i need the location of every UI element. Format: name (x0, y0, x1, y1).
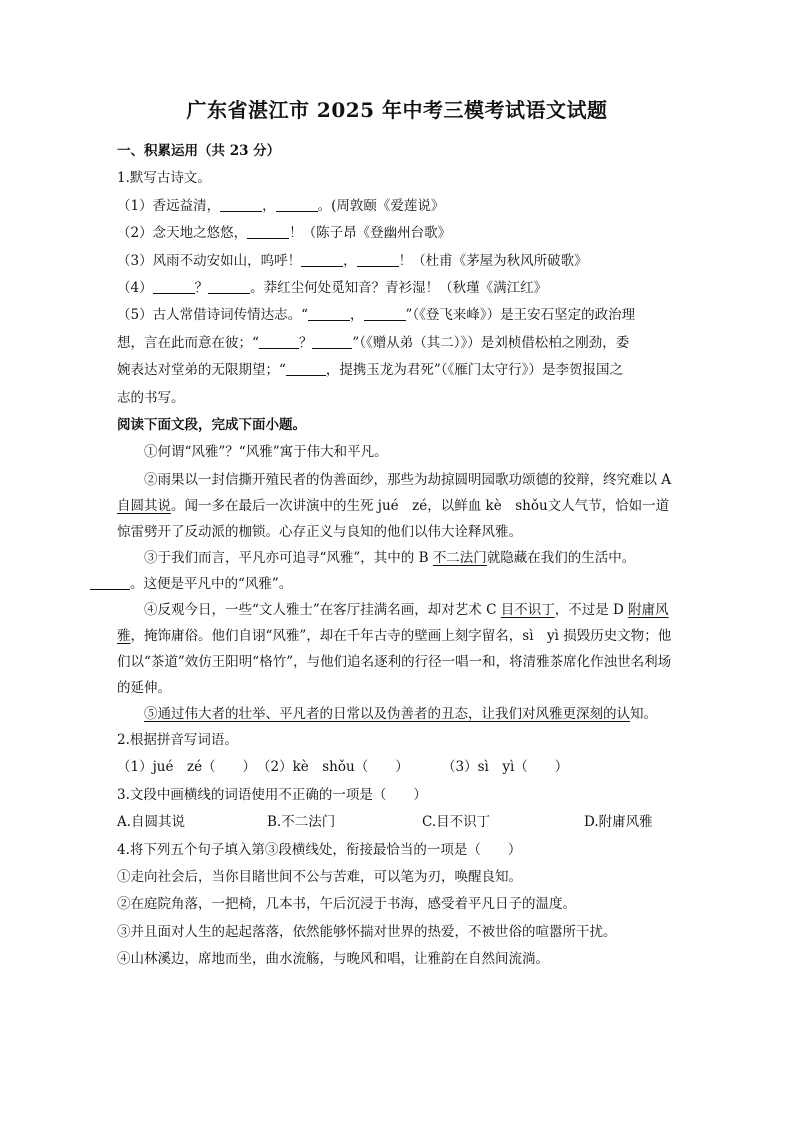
q1-item-5-line-1 (117, 302, 677, 329)
q1-item-5-text-f: ”（《赠从弟（其二）》）是刘桢借松柏之刚劲，委 (352, 334, 630, 351)
document-page (117, 96, 677, 974)
question-3-heading: 3.文段中画横线的词语使用不正确的一项是（ ） (117, 786, 427, 803)
reading-instructions: 阅读下面文段，完成下面小题。 (117, 417, 306, 434)
passage-paragraph-4 (117, 597, 677, 701)
q1-item-4-text-b: ？ (194, 280, 209, 297)
q1-item-5-line-4: 志的书写。 (117, 389, 185, 406)
q1-item-5-text-d: 想，言在此而意在彼；“ (117, 334, 259, 351)
q1-item-1-text-a: （1）香远益清， (117, 197, 221, 214)
q1-item-1-text-b: ， (262, 197, 276, 214)
q1-item-4-text-a: （4） (117, 280, 153, 297)
q1-item-1 (117, 193, 677, 220)
paragraph-3-text-a: ③于我们而言，平凡亦可追寻“风雅”，其中的 B (144, 549, 433, 566)
option-d[interactable]: D.附庸风雅 (584, 814, 653, 831)
passage-paragraph-3 (117, 545, 677, 597)
answer-blank[interactable] (357, 252, 399, 267)
passage-paragraph-1: ①何谓“风雅”？“风雅”寓于伟大和平凡。 (144, 444, 388, 461)
q1-item-5-line-2 (117, 330, 677, 357)
sentence-1: ①走向社会后，当你目睹世间不公与苦难，可以笔为刃，唤醒良知。 (117, 868, 522, 885)
q1-item-3 (117, 248, 677, 275)
option-c[interactable]: C.目不识丁 (422, 814, 491, 831)
option-b[interactable]: B.不二法门 (267, 814, 336, 831)
q1-item-2 (117, 220, 677, 247)
answer-blank[interactable] (208, 279, 250, 294)
answer-blank[interactable] (259, 334, 299, 349)
answer-blank[interactable] (286, 361, 326, 376)
pinyin-item-3: （3）sì yì（ ） (442, 759, 569, 776)
sentence-2: ②在庭院角落，一把椅，几本书，午后沉浸于书海，感受着平凡日子的温度。 (117, 896, 576, 913)
q1-item-3-text-a: （3）风雨不动安如山，呜呼！ (117, 252, 302, 269)
q1-item-5-text-a: （5）古人常借诗词传情达志。“ (117, 307, 308, 324)
answer-blank[interactable] (301, 252, 343, 267)
paragraph-4-text-b: ，不过是 D (554, 601, 629, 618)
answer-blank[interactable] (90, 575, 130, 590)
question-1-heading: 1.默写古诗文。 (117, 170, 211, 187)
answer-blank[interactable] (220, 197, 262, 212)
q1-item-1-text-c: 。(周敦颐《爱莲说》 (317, 197, 445, 214)
paragraph-4-text-c: ，掩饰庸俗。他们自诩“风雅”，却在千年古寺的壁画上刻字留名，sì yì 损毁历史文物；他们以“茶道”效仿王阳明“格竹”，与他们追名逐利的行径一唱一和，将清雅茶席化作浊世名利场的延伸。 (117, 627, 672, 696)
sentence-4: ④山林溪边，席地而坐，曲水流觞，与晚风和唱，让雅韵在自然间流淌。 (117, 951, 549, 968)
question-4-heading: 4.将下列五个句子填入第③段横线处，衔接最恰当的一项是（ ） (117, 841, 522, 858)
answer-blank[interactable] (308, 306, 350, 321)
q1-item-2-text-a: （2）念天地之悠悠， (117, 225, 248, 242)
q1-item-5-text-e: ？ (298, 334, 313, 351)
q1-item-4-text-c: 。莽红尘何处觅知音？青衫湿！（秋瑾《满江红》 (250, 280, 548, 297)
passage-paragraph-5 (117, 701, 677, 727)
answer-blank[interactable] (247, 224, 289, 239)
answer-blank[interactable] (364, 306, 406, 321)
paragraph-5-text-b: 知。 (630, 705, 657, 722)
section-heading: 一、积累运用（共 23 分） (117, 143, 281, 159)
q1-item-5-text-h: ，提携玉龙为君死”（《雁门太守行》）是李贺报国之 (325, 362, 624, 379)
answer-blank[interactable] (312, 334, 352, 349)
q1-item-3-text-c: ！（杜甫《茅屋为秋风所破歌》 (398, 252, 588, 269)
paragraph-2-text-a: ②雨果以一封信撕开殖民者的伪善面纱，那些为劫掠圆明园歌功颂德的狡辩，终究难以 A (144, 471, 672, 488)
q1-item-5-text-g: 婉表达对堂弟的无限期望；“ (117, 362, 286, 379)
q1-item-2-text-b: ！（陈子昂《登幽州台歌》 (289, 225, 452, 242)
paragraph-3-text-c: 。这便是平凡中的“风雅”。 (130, 575, 293, 592)
paragraph-4-text-a: ④反观今日，一些“文人雅士”在客厅挂满名画，却对艺术 C (144, 601, 501, 618)
pinyin-item-1: （1）jué zé（ ） (117, 759, 257, 776)
underlined-term-c: 目不识丁 (500, 601, 555, 618)
sentence-3: ③并且面对人生的起起落落，依然能够怀揣对世界的热爱，不被世俗的喧嚣所干扰。 (117, 923, 617, 940)
pinyin-item-2: （2）kè shǒu（ ） (257, 759, 409, 776)
document-title: 广东省湛江市 2025 年中考三模考试语文试题 (186, 98, 608, 122)
q1-item-5-text-c: ”（《登飞来峰》）是王安石坚定的政治理 (405, 307, 636, 324)
q1-item-4 (117, 275, 677, 302)
paragraph-3-text-b: 就隐藏在我们的生活中。 (486, 549, 636, 566)
paragraph-2-text-b: 。闻一多在最后一次讲演中的生死 jué zé，以鲜血 kè shǒu文人气节，恰如一道惊雷劈开了反动派的枷锁。心存正义与良知的他们以伟大诠释风雅。 (117, 497, 670, 540)
q1-item-5-line-3 (117, 357, 677, 384)
q1-item-5-text-b: ， (350, 307, 364, 324)
question-3-options (117, 809, 677, 836)
answer-blank[interactable] (153, 279, 195, 294)
underlined-term-b: 不二法门 (432, 549, 487, 566)
passage-paragraph-2 (117, 467, 677, 545)
underlined-term-d: 附庸风雅 (117, 601, 669, 644)
underlined-sentence: ⑤通过伟大者的壮举、平凡者的日常以及伪善者的丑态，让我们对风雅更深刻的认 (144, 705, 630, 722)
question-2-items (117, 754, 677, 781)
answer-blank[interactable] (276, 197, 318, 212)
underlined-term-a: 自圆其说 (117, 497, 171, 514)
question-2-heading: 2.根据拼音写词语。 (117, 731, 238, 748)
option-a[interactable]: A.自圆其说 (117, 814, 186, 831)
q1-item-3-text-b: ， (343, 252, 357, 269)
